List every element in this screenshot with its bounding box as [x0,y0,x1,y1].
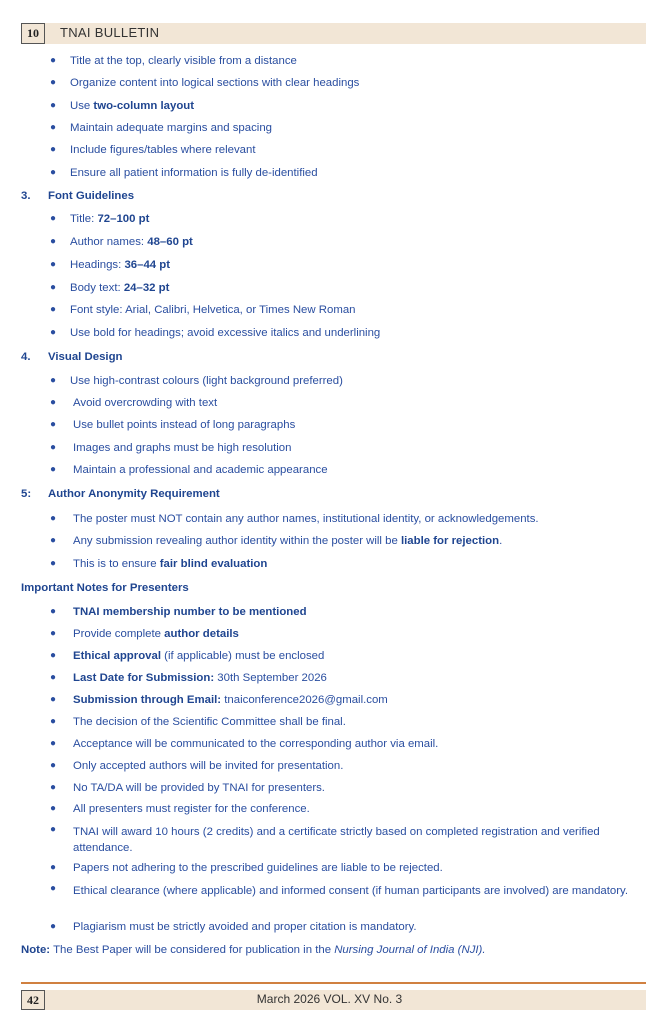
header-page-number: 10 [21,23,45,44]
bullet-icon: ● [50,259,57,270]
bullet-icon: ● [50,213,57,224]
issue-info: March 2026 VOL. XV No. 3 [256,992,403,1006]
bulletin-title: TNAI BULLETIN [60,25,160,40]
bullet-icon: ● [50,921,57,932]
bullet-icon: ● [50,397,57,408]
footer-divider [21,982,646,984]
bullet-icon: ● [50,122,57,133]
bullet-icon: ● [50,55,57,66]
bullet-icon: ● [50,304,57,315]
bullet-icon: ● [50,803,57,814]
bullet-icon: ● [50,628,57,639]
best-paper-note: Note: The Best Paper will be considered for publication in the Nursing Journal of India (NJI). [21,944,486,956]
bullet-icon: ● [50,419,57,430]
bullet-icon: ● [50,558,57,569]
bullet-icon: ● [50,738,57,749]
bullet-icon: ● [50,282,57,293]
bullet-icon: ● [50,716,57,727]
bullet-icon: ● [50,760,57,771]
bullet-icon: ● [50,236,57,247]
bullet-icon: ● [50,144,57,155]
bullet-icon: ● [50,606,57,617]
bullet-icon: ● [50,694,57,705]
footer-page-number: 42 [21,990,45,1010]
bullet-icon: ● [50,464,57,475]
bullet-icon: ● [50,513,57,524]
bullet-icon: ● [50,862,57,873]
bullet-icon: ● [50,672,57,683]
bullet-icon: ● [50,535,57,546]
section-heading-presenters: Important Notes for Presenters [21,582,189,594]
bullet-icon: ● [50,442,57,453]
bullet-icon: ● [50,100,57,111]
bullet-icon: ● [50,650,57,661]
bullet-icon: ● [50,327,57,338]
bullet-icon: ● [50,824,57,835]
bullet-icon: ● [50,375,57,386]
bullet-icon: ● [50,167,57,178]
bullet-icon: ● [50,77,57,88]
bullet-icon: ● [50,883,57,894]
bullet-icon: ● [50,782,57,793]
